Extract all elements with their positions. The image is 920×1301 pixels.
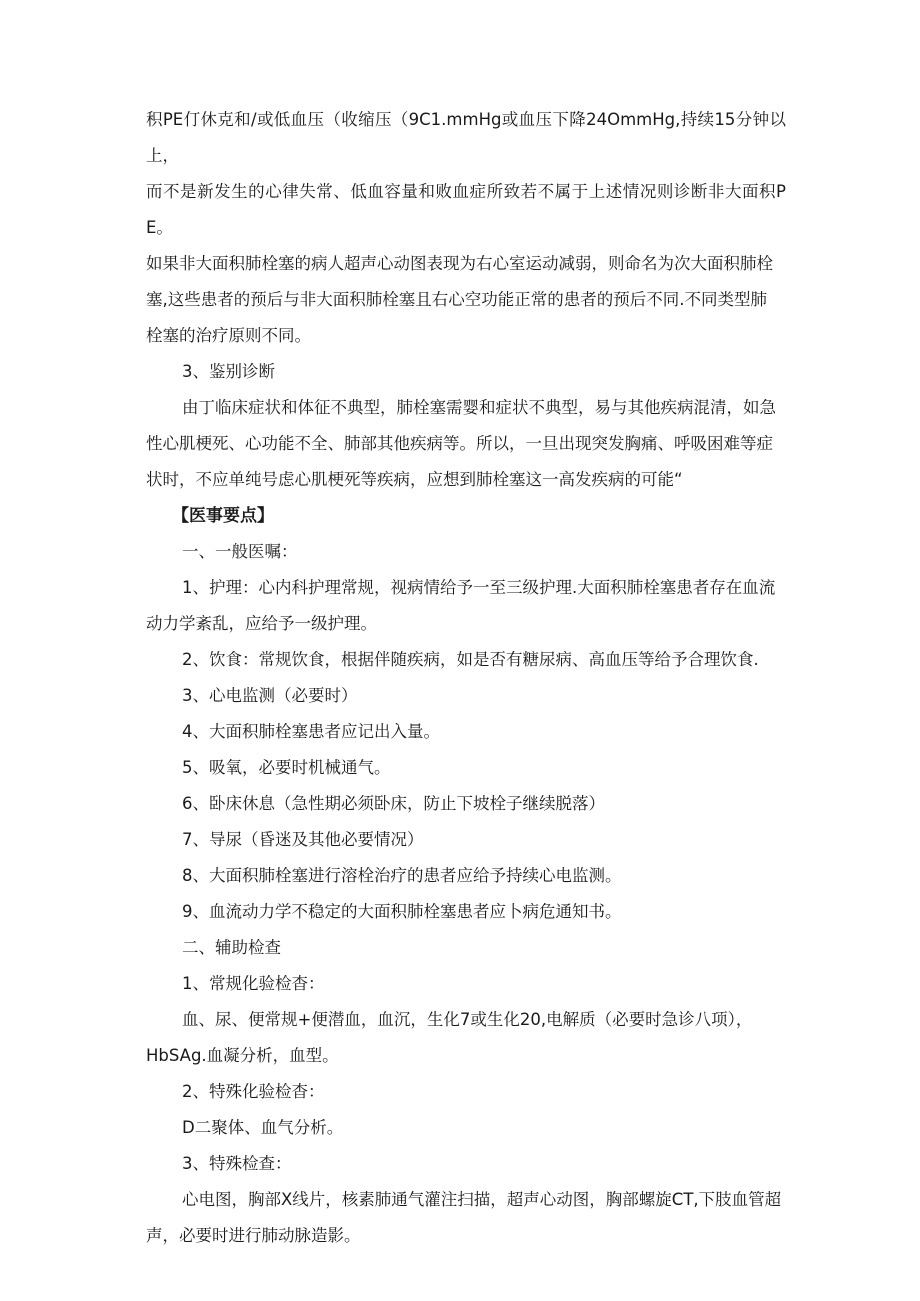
routine-exams-title: 1、常规化验检杳： [182,974,325,993]
text-line: 性心肌梗死、心功能不全、肺部其他疾病等。所以，一旦出现突发胸痛、呼吸困难等症 [146,434,773,453]
list-item: 9、血流动力学不稳定的大面积肺栓塞患者应卜病危通知书。 [182,902,622,921]
orders-item-1 [146,570,786,642]
text-line: 栓塞的治疗原则不同。 [146,326,311,345]
intro-paragraph [146,102,786,354]
orders-title: 一、一般医嘱： [182,542,298,561]
text-line: 血、尿、便常规+便潜血，血沉，生化7或生化20,电解质（必要时急诊八项）， [182,1010,753,1029]
text-line: 由丁临床症状和体征不典型，肺栓塞需婴和症状不典型，易与其他疾病混清，如急 [182,398,776,417]
text-line: HbSAg.血凝分析，血型。 [146,1046,339,1065]
differential-title: 3、鉴别诊断 [182,362,275,381]
text-line: 声，必要时进行肺动脉造影。 [146,1226,361,1245]
list-item: 3、心电监测（必要时） [182,686,358,705]
text-line: 1、护理：心内科护理常规，视病情给予一至三级护理.大面积肺栓塞患者存在血流 [182,578,776,597]
special-lab-title: 2、特殊化验检杳： [182,1082,325,1101]
exams-title: 二、辅助检查 [182,938,281,957]
list-item: 2、饮食：常规饮食，根据伴随疾病，如是否有糖尿病、高血压等给予合理饮食. [182,650,759,669]
list-item: 6、卧床休息（急性期必须卧床，防止下坡栓子继续脱落） [182,794,605,813]
differential-paragraph [146,390,786,498]
text-line: 如果非大面积肺栓塞的病人超声心动图表现为右心室运动减弱，则命名为次大面积肺栓 [146,254,773,273]
list-item: 5、吸氧，必要时机械通气。 [182,758,391,777]
list-item: 8、大面积肺栓塞进行溶栓治疗的患者应给予持续心电监测。 [182,866,622,885]
document-page [146,102,786,1254]
text-line: 而不是新发生的心律失常、低血容量和败血症所致若不属于上述情况则诊断非大面积PE。 [146,182,786,237]
special-exam-text [146,1182,786,1254]
special-lab-text: D二聚体、血气分析。 [182,1118,344,1137]
text-line: 塞,这些患者的预后与非大面积肺栓塞且右心空功能正常的患者的预后不同.不同类型肺 [146,290,767,309]
section-heading: 【医事要点】 [172,506,274,526]
list-item: 7、导尿（昏迷及其他必要情况） [182,830,424,849]
text-line: 积PE仃休克和/或低血压（收缩压（9C1.mmHg或血压下降24OmmHg,持续15分钟以上， [146,110,786,165]
text-line: 动力学紊乱，应给予一级护理。 [146,614,377,633]
routine-exams-text [146,1002,786,1074]
text-line: 状时，不应单纯号虑心肌梗死等疾病，应想到肺栓塞这一高发疾病的可能“ [146,470,683,489]
list-item: 4、大面积肺栓塞患者应记出入量。 [182,722,440,741]
special-exam-title: 3、特殊检查： [182,1154,292,1173]
text-line: 心电图，胸部X线片，核素肺通气灌注扫描，超声心动图，胸部螺旋CT,下肢血管超 [182,1190,782,1209]
